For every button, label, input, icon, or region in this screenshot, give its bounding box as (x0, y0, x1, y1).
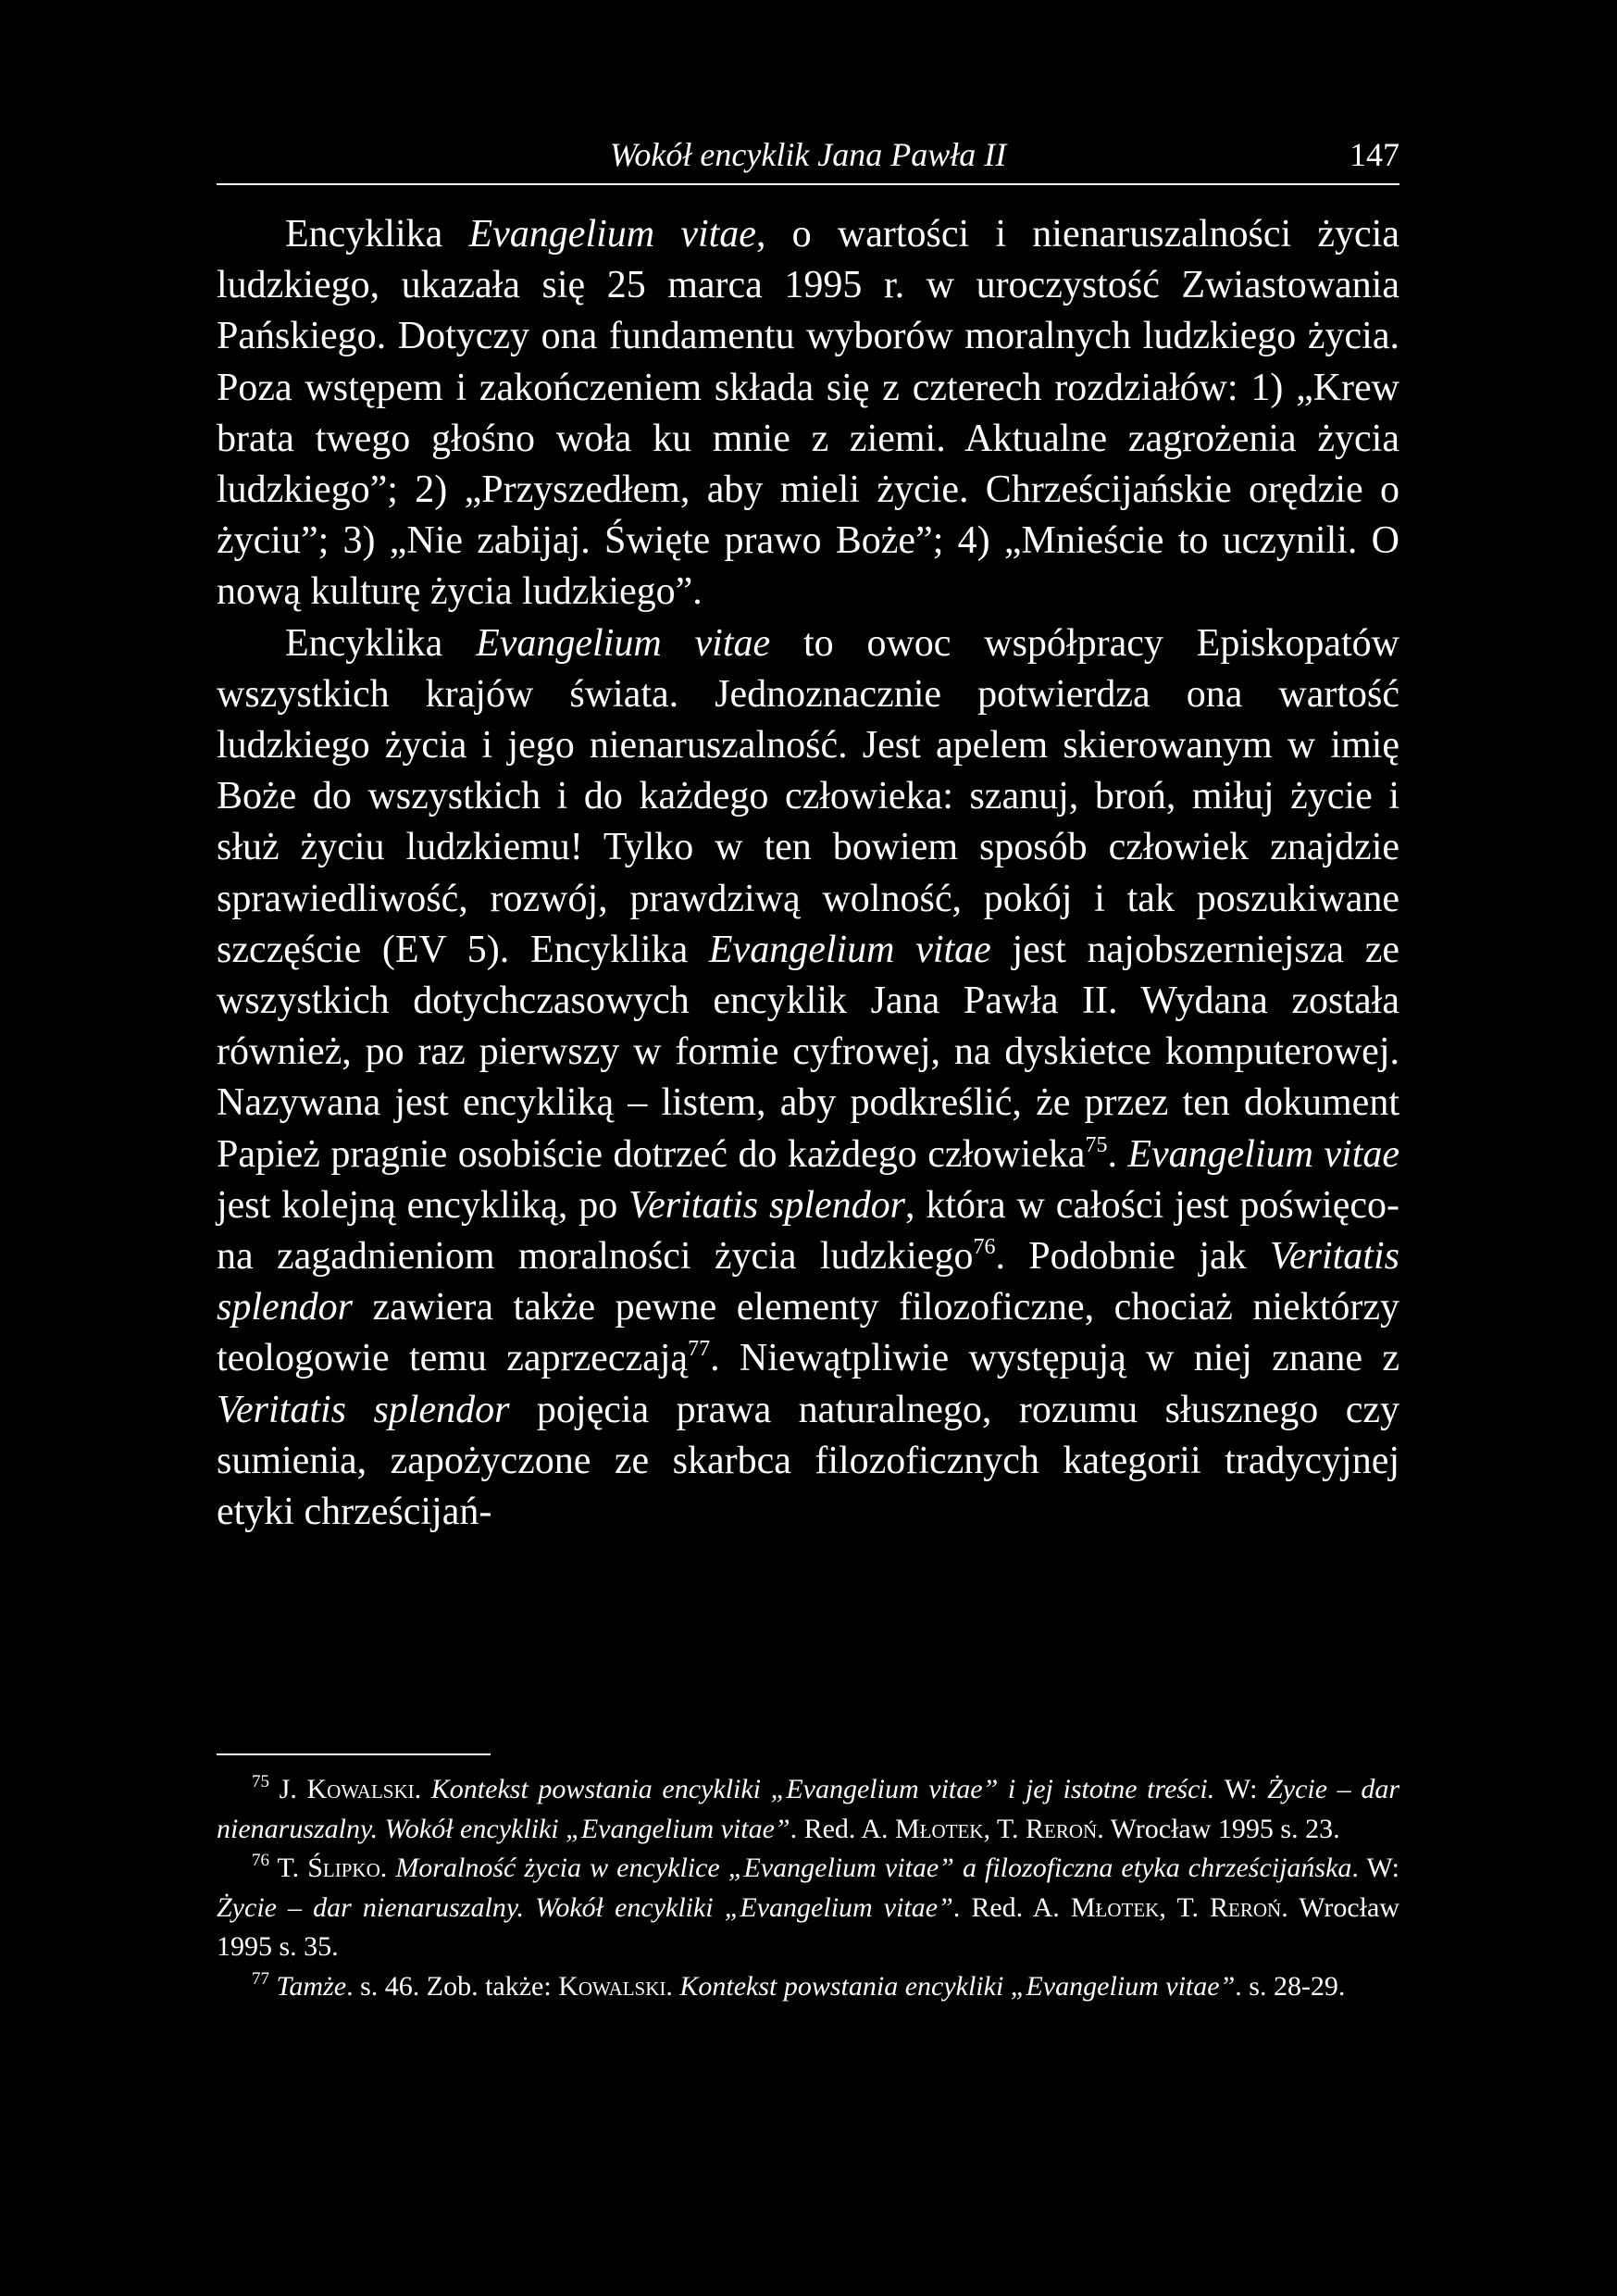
italic-run: Veritatis splendor (217, 1235, 1399, 1329)
text-run (269, 1971, 277, 2002)
main-text (217, 209, 1399, 1538)
author-name: Reroń (1210, 1891, 1282, 1923)
page-header (217, 131, 1399, 178)
header-rule (217, 183, 1399, 185)
text-run: . Wrocław 1995 s. 23. (1097, 1813, 1340, 1844)
author-name: Kowalski (558, 1970, 666, 2002)
author-name: Kowalski (306, 1774, 415, 1804)
text-run: . (1107, 1132, 1128, 1176)
italic-run: Kontekst powstania encykliki „Evangelium vitae” i jej istotne treści. (430, 1774, 1225, 1804)
text-run: to owoc współpracy Episkopatów wszystkich krajów świata. Jednoznacznie potwierdza ona wartość ludzkiego życia i jego nienaruszalność. Jest apelem skierowanym w imię Boże do wszystkich i do każdego człowieka: szanuj, broń, miłuj życie i służ życiu ludzkiemu! Tylko w ten bowiem sposób człowiek znajdzie sprawiedliwość, rozwój, prawdziwą wolność, pokój i tak poszukiwane szczęście (EV 5). Encyklika (217, 621, 1399, 971)
footnote-ref: 77 (252, 1968, 269, 1989)
text-run: . (414, 1774, 431, 1804)
footnote-ref: 76 (252, 1851, 269, 1870)
text-run: Encyklika (285, 213, 469, 256)
italic-run: Życie – dar nienaruszalny. Wokół encykliki „Evangelium vitae” (217, 1891, 953, 1923)
italic-run: Życie – dar nienaruszalny. Wokół encykliki „Evangelium vitae” (217, 1774, 1399, 1844)
text-run: J. (269, 1774, 307, 1804)
text-run: , T. (983, 1813, 1026, 1844)
footnote-ref: 77 (688, 1337, 711, 1362)
italic-run: Kontekst powstania encykliki „Evangelium vitae” (679, 1970, 1236, 2002)
running-title: Wokół encyklik Jana Pawła II (609, 136, 1007, 173)
text-run: . Podobnie jak (995, 1235, 1270, 1279)
author-name: Młotek (894, 1813, 984, 1844)
italic-run: Evangelium vitae (1127, 1132, 1400, 1176)
italic-run: Evangelium vitae (708, 928, 991, 971)
text-run: , która w całości jest poświęcona zagadnieniom moralności życia ludzkiego (217, 1183, 1399, 1279)
author-name: Młotek (1070, 1891, 1160, 1923)
footnotes (217, 1770, 1399, 2006)
footnote-separator (217, 1753, 491, 1755)
footnote-ref: 75 (252, 1772, 269, 1791)
italic-run: Moralność życia w encyklice „Evangelium vitae” a filozoficzna etyka chrześcijańska (395, 1853, 1352, 1883)
footnote-ref: 76 (973, 1235, 996, 1260)
text-run: , T. (1159, 1891, 1211, 1923)
author-name: Ślipko (307, 1853, 380, 1883)
text-run: . s. 28-29. (1235, 1970, 1346, 2002)
text-run: jest kolejną encykliką, po (217, 1183, 629, 1227)
text-run: . Red. A. (952, 1891, 1071, 1923)
paragraph-2 (217, 618, 1399, 1539)
text-run: . Niewątpliwie występują w niej znane z (710, 1337, 1400, 1380)
text-run: . (379, 1853, 396, 1883)
italic-run: Tamże (276, 1970, 347, 2002)
author-name: Reroń (1026, 1813, 1098, 1844)
text-run: Encyklika (285, 621, 477, 665)
italic-run: Veritatis splendor (628, 1183, 906, 1227)
paragraph-1 (217, 209, 1399, 618)
page-number: 147 (1350, 136, 1399, 173)
italic-run: Evangelium vitae (468, 213, 756, 256)
italic-run: Evangelium vitae (476, 621, 771, 665)
text-run: pojęcia prawa naturalnego, rozumu słusznego czy sumienia, zapożyczone ze skarbca filozoficznych kategorii tradycyjnej etyki chrześcijań- (217, 1388, 1399, 1534)
footnote-77 (217, 1967, 1399, 2007)
footnote-ref: 75 (1085, 1132, 1108, 1157)
text-run: W: (1224, 1774, 1268, 1804)
footnote-76 (217, 1849, 1399, 1967)
italic-run: Veritatis splendor (217, 1388, 510, 1431)
text-run: . s. 46. Zob. także: (346, 1970, 559, 2002)
text-run: T. (269, 1853, 308, 1883)
text-run: jest najobszerniejsza ze wszystkich dotychczasowych encyklik Jana Pawła II. Wydana została również, po raz pierwszy w formie cyfrowej, na dyskietce komputerowej. Nazywana jest encykliką – listem, aby podkreślić, że przez ten dokument Papież pragnie osobiście dotrzeć do każdego człowieka (217, 928, 1400, 1176)
text-run: . Wrocław 1995 s. 35. (217, 1891, 1400, 1962)
text-run: , o wartości i nienaruszalności życia ludzkiego, ukazała się 25 marca 1995 r. w uroczystość Zwiastowania Pańskiego. Dotyczy ona fundamentu wyborów moralnych ludzkiego życia. Poza wstępem i zakończeniem składa się z czterech rozdziałów: 1) „Krew brata twego głośno woła ku mnie z ziemi. Aktualne zagrożenia życia ludzkiego”; 2) „Przyszedłem, aby mieli życie. Chrześcijańskie orędzie o życiu”; 3) „Nie zabijaj. Święte prawo Boże”; 4) „Mnieście to uczynili. O nową kulturę życia ludzkiego”. (217, 213, 1399, 614)
text-run: . (665, 1970, 680, 2002)
footnote-75 (217, 1770, 1399, 1849)
text-run: zawiera także pewne elementy filozoficzne, chociaż niektórzy teologowie temu zaprzeczają (217, 1286, 1399, 1380)
text-run: . Red. A. (790, 1813, 895, 1844)
text-run: . W: (1351, 1853, 1399, 1883)
